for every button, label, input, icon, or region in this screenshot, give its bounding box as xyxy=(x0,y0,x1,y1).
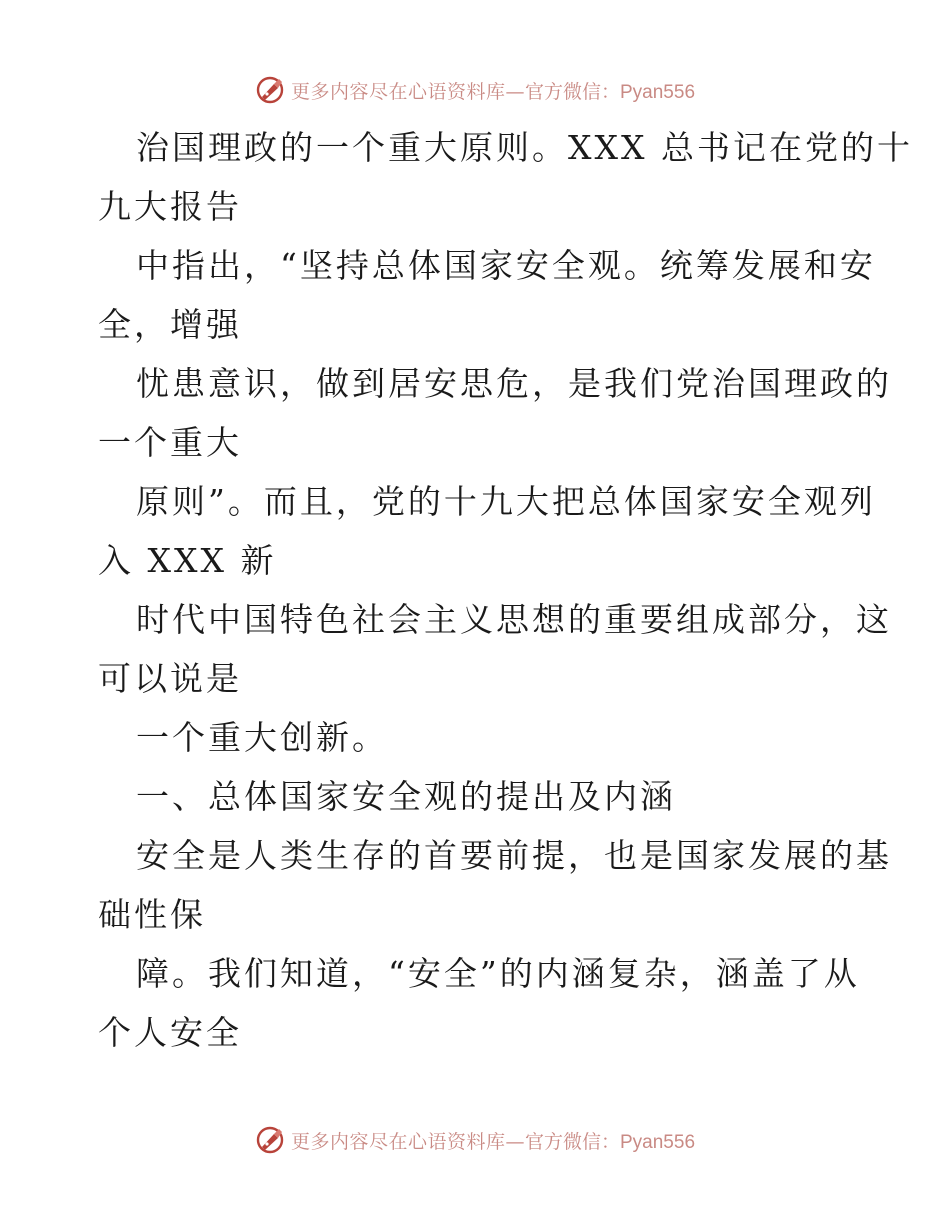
body-text-line: 九大报告 xyxy=(98,187,242,226)
body-text-line: 一、总体国家安全观的提出及内涵 xyxy=(136,777,676,816)
footer-banner-text: 更多内容尽在心语资料库— xyxy=(290,1130,525,1153)
header-banner-text: 更多内容尽在心语资料库— xyxy=(290,80,525,103)
footer-banner-wechat: 官方微信：Pyan556 xyxy=(525,1131,696,1153)
body-text-line: 个人安全 xyxy=(98,1013,242,1052)
body-text-line: 础性保 xyxy=(98,895,206,934)
pen-nib-seal-icon xyxy=(255,1125,285,1155)
body-text-line: 时代中国特色社会主义思想的重要组成部分，这 xyxy=(136,600,892,639)
body-text-line: 障。我们知道，“安全”的内涵复杂，涵盖了从 xyxy=(136,954,860,993)
body-text-line: 原则”。而且，党的十九大把总体国家安全观列 xyxy=(136,482,876,521)
body-text-line: 中指出，“坚持总体国家安全观。统筹发展和安 xyxy=(136,246,876,285)
body-text-line: 全，增强 xyxy=(98,305,242,344)
header-banner-wechat: 官方微信：Pyan556 xyxy=(525,81,696,103)
footer-banner xyxy=(0,1120,950,1160)
body-text-line: 安全是人类生存的首要前提，也是国家发展的基 xyxy=(136,836,892,875)
body-text-line: 可以说是 xyxy=(98,659,242,698)
body-text-line: 治国理政的一个重大原则。XXX 总书记在党的十 xyxy=(136,128,913,167)
body-text-line: 入 XXX 新 xyxy=(98,541,277,580)
header-banner xyxy=(0,70,950,110)
body-text-line: 忧患意识，做到居安思危，是我们党治国理政的 xyxy=(136,364,892,403)
body-text-line: 一个重大创新。 xyxy=(136,718,388,757)
document-body xyxy=(0,118,950,1062)
body-text-line: 一个重大 xyxy=(98,423,242,462)
pen-nib-seal-icon xyxy=(255,75,285,105)
